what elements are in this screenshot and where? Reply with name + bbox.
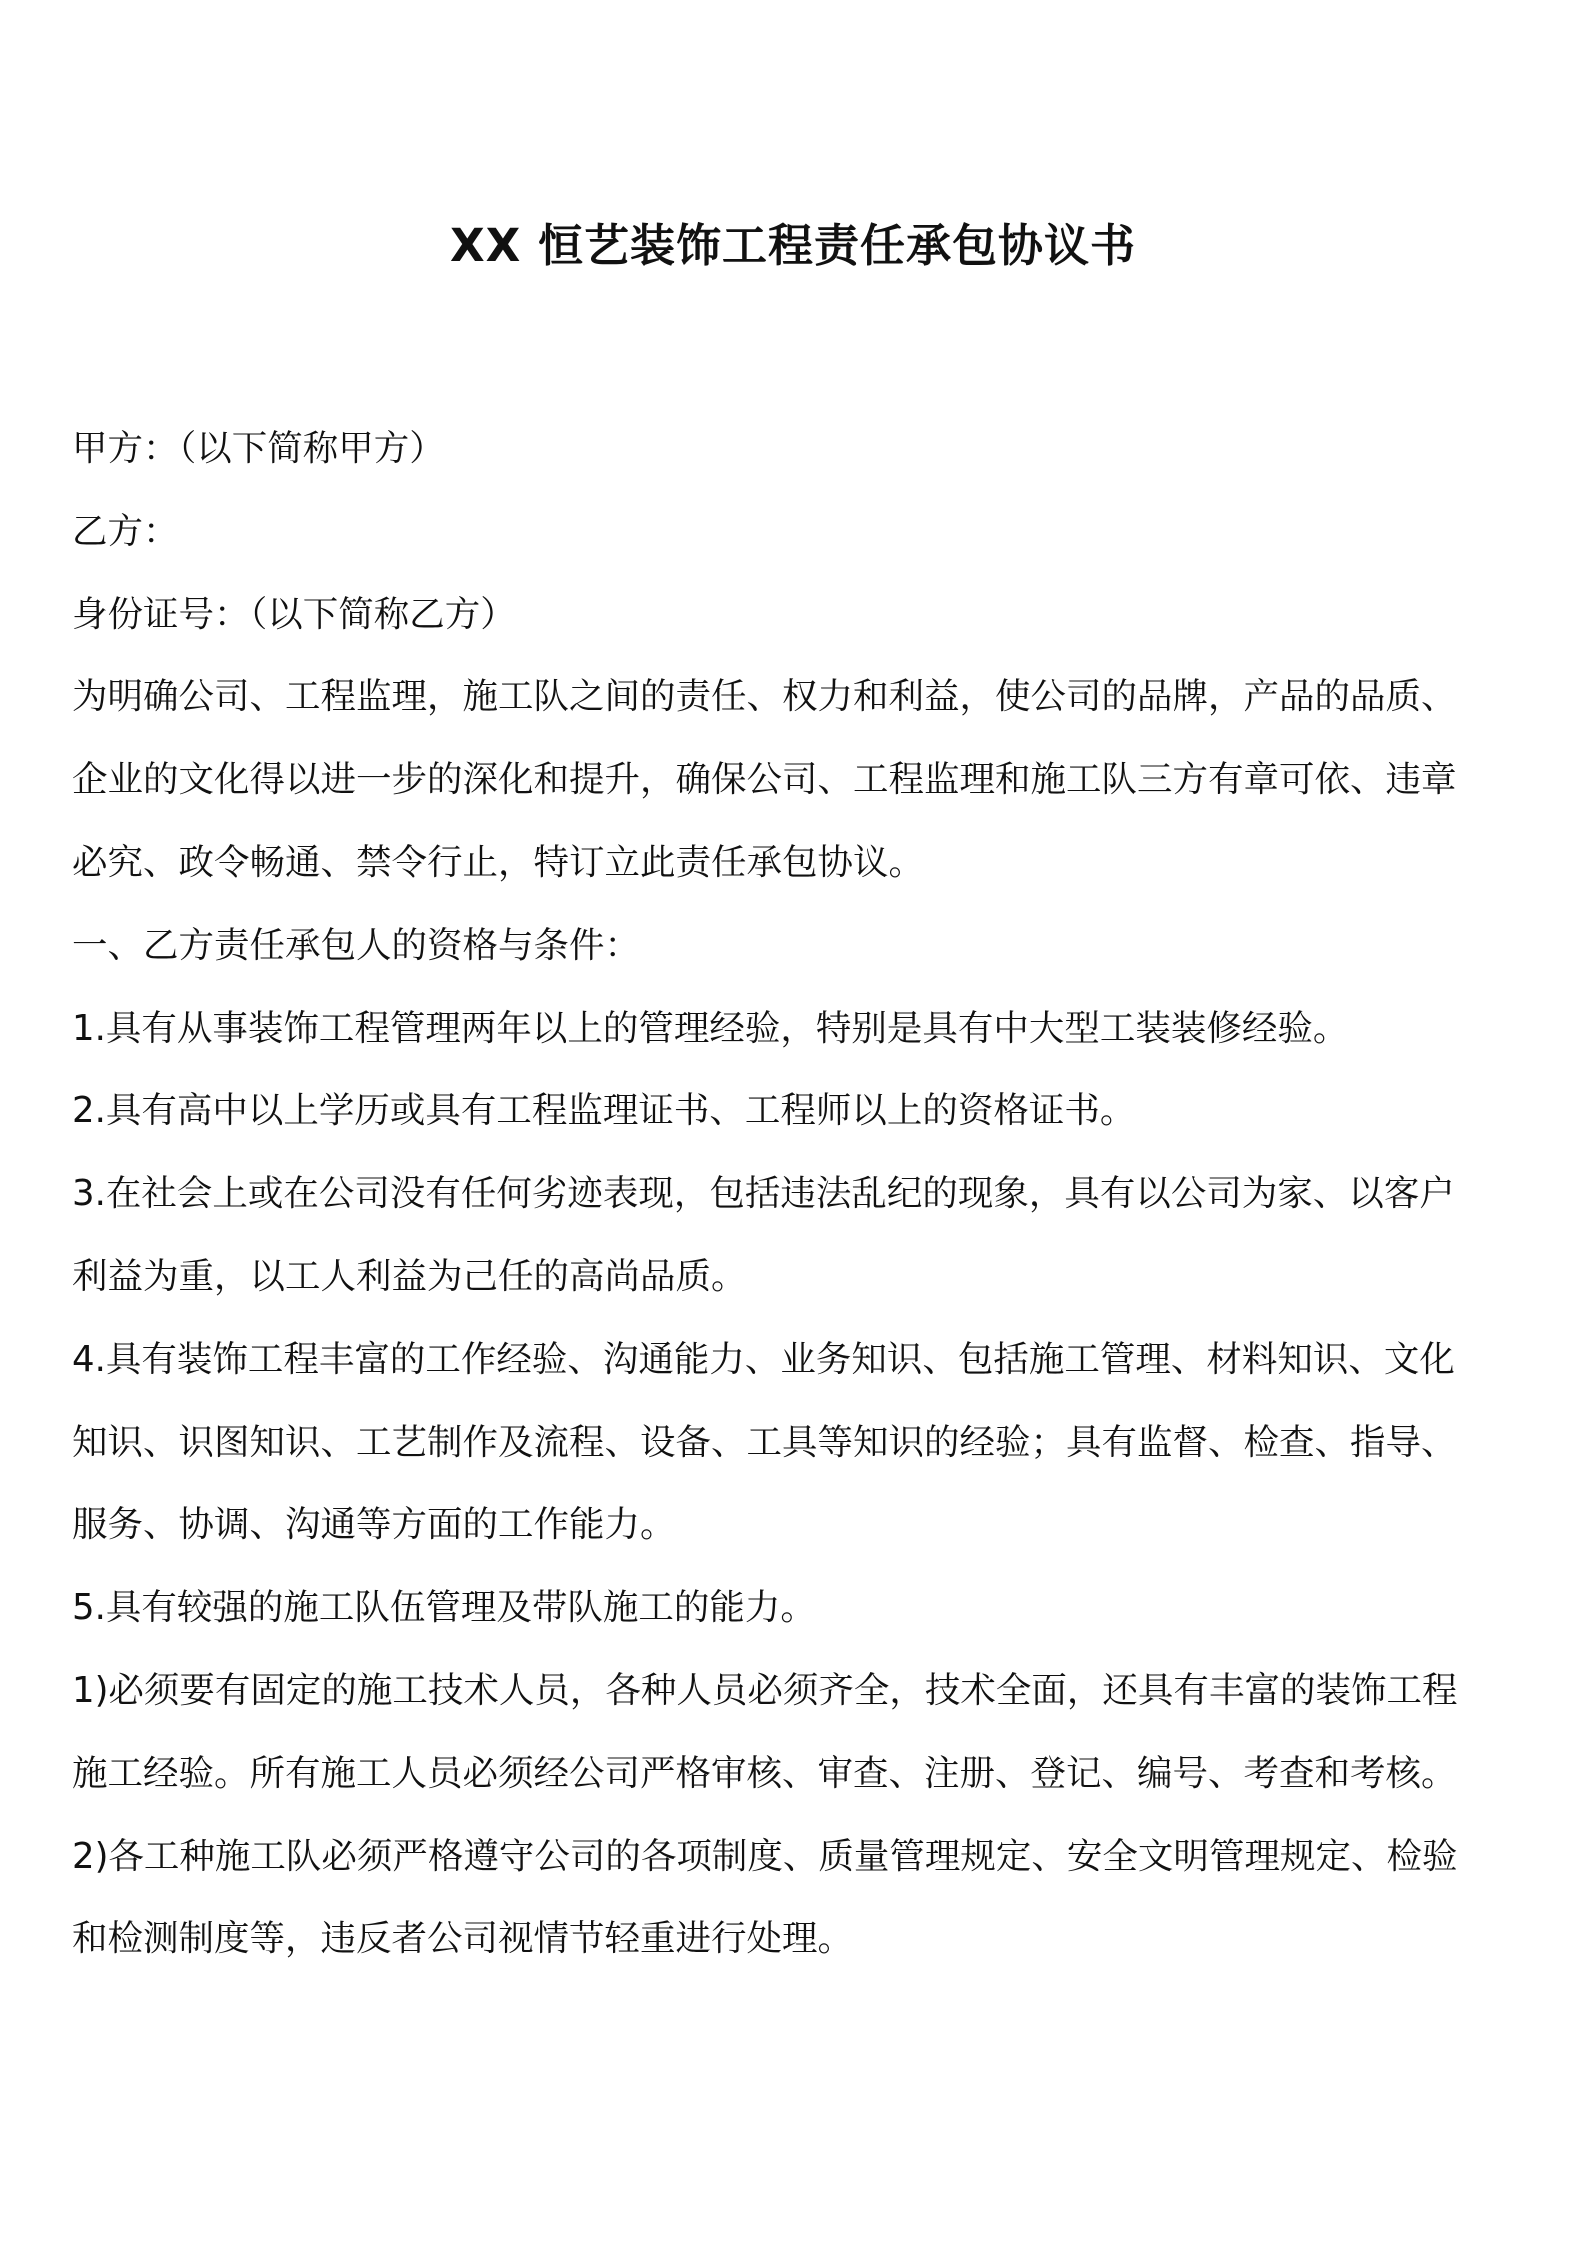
section-heading: 一、乙方责任承包人的资格与条件： <box>72 924 641 966</box>
document-body <box>72 408 1518 1981</box>
party-b-line: 乙方： <box>72 510 179 552</box>
purpose-line: 为明确公司、工程监理，施工队之间的责任、权力和利益，使公司的品牌，产品的品质、 <box>72 676 1457 718</box>
id-number-line: 身份证号：（以下简称乙方） <box>72 593 516 635</box>
purpose-line: 必究、政令畅通、禁令行止，特订立此责任承包协议。 <box>72 841 925 883</box>
clause-line: 1.具有从事装饰工程管理两年以上的管理经验，特别是具有中大型工装装修经验。 <box>72 1007 1349 1049</box>
clause-line: 3.在社会上或在公司没有任何劣迹表现，包括违法乱纪的现象，具有以公司为家、以客户 <box>72 1173 1455 1215</box>
sub-clause-line: 和检测制度等，违反者公司视情节轻重进行处理。 <box>72 1918 854 1960</box>
clause-line: 4.具有装饰工程丰富的工作经验、沟通能力、业务知识、包括施工管理、材料知识、文化 <box>72 1338 1455 1380</box>
clause-line: 知识、识图知识、工艺制作及流程、设备、工具等知识的经验；具有监督、检查、指导、 <box>72 1421 1457 1463</box>
purpose-line: 企业的文化得以进一步的深化和提升，确保公司、工程监理和施工队三方有章可依、违章 <box>72 759 1457 801</box>
clause-line: 5.具有较强的施工队伍管理及带队施工的能力。 <box>72 1587 816 1629</box>
clause-line: 2.具有高中以上学历或具有工程监理证书、工程师以上的资格证书。 <box>72 1090 1136 1132</box>
party-a-line: 甲方：（以下简称甲方） <box>72 428 445 469</box>
document-title: XX 恒艺装饰工程责任承包协议书 <box>449 219 1137 272</box>
sub-clause-line: 施工经验。所有施工人员必须经公司严格审核、审查、注册、登记、编号、考查和考核。 <box>72 1752 1457 1794</box>
sub-clause-line: 2)各工种施工队必须严格遵守公司的各项制度、质量管理规定、安全文明管理规定、检验 <box>72 1835 1458 1877</box>
sub-clause-line: 1)必须要有固定的施工技术人员，各种人员必须齐全，技术全面，还具有丰富的装饰工程 <box>72 1669 1458 1711</box>
clause-line: 利益为重，以工人利益为己任的高尚品质。 <box>72 1255 747 1297</box>
clause-line: 服务、协调、沟通等方面的工作能力。 <box>72 1504 676 1546</box>
